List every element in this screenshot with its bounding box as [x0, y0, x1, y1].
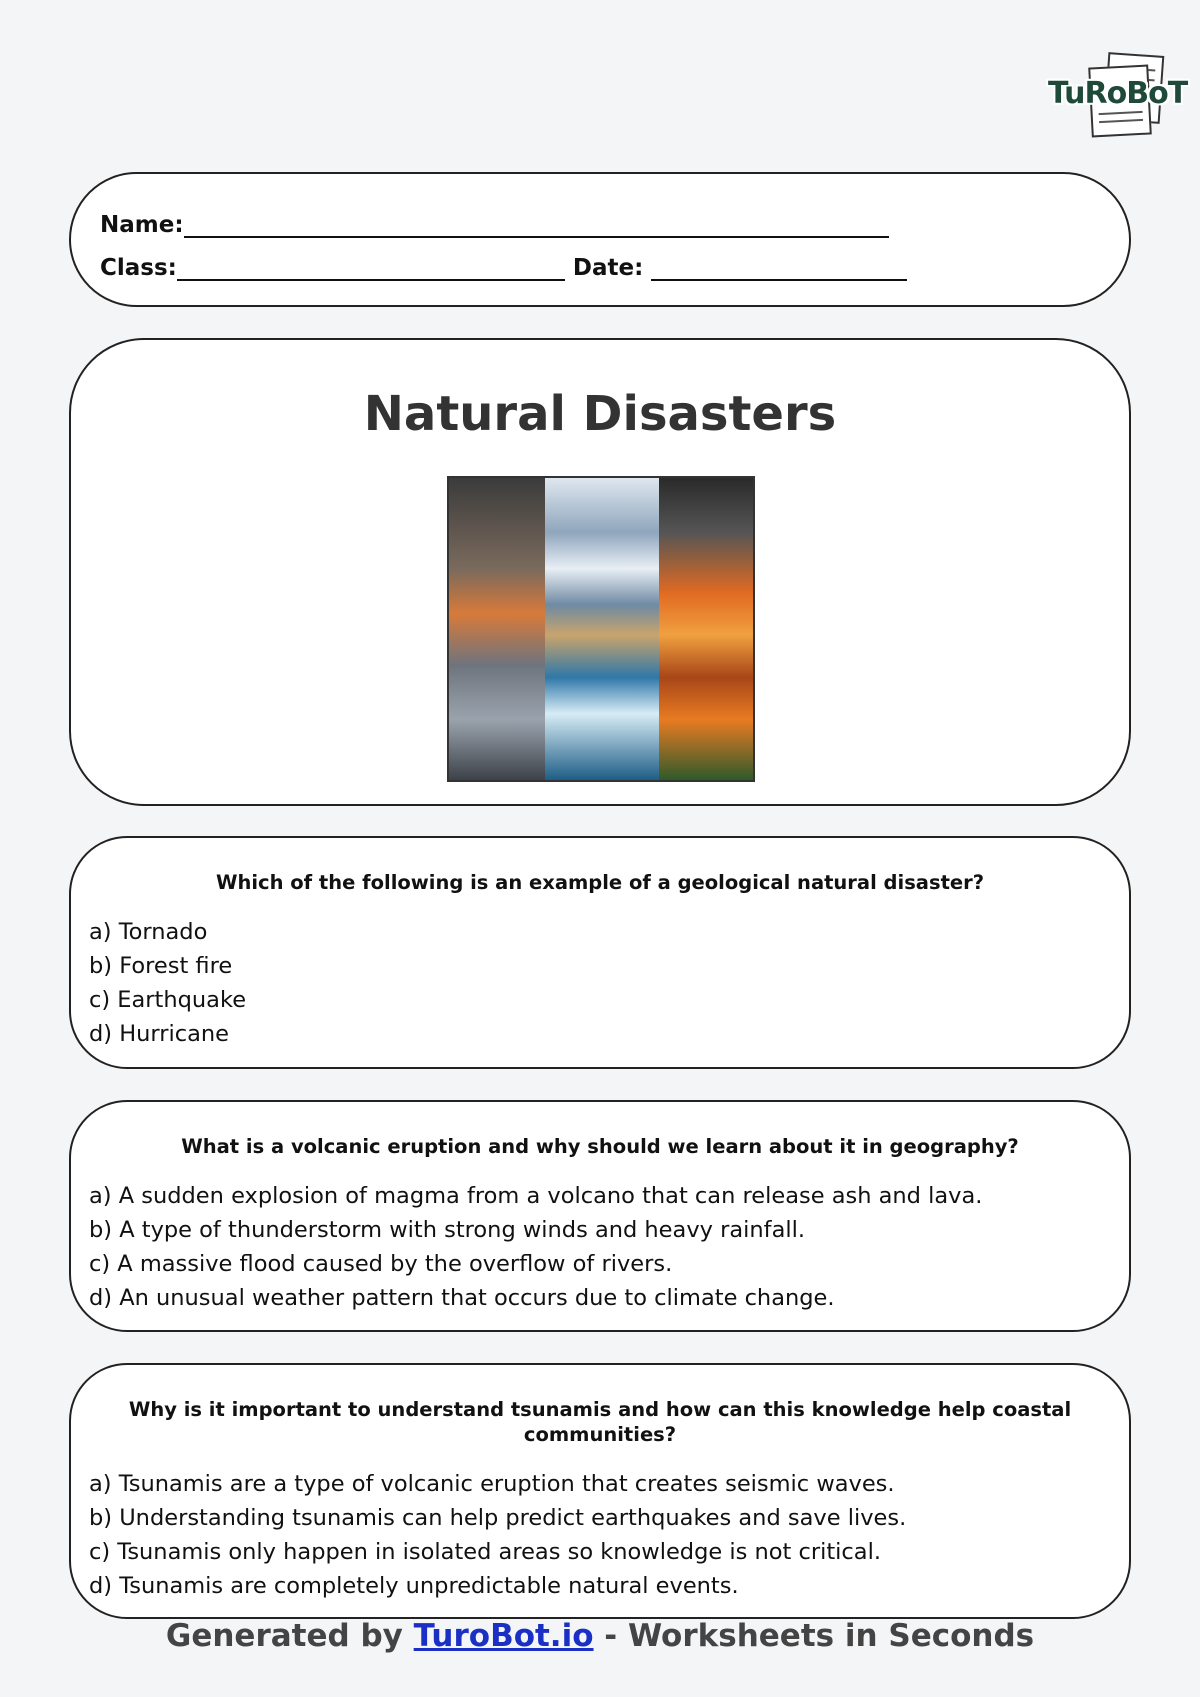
- option-d[interactable]: d) Tsunamis are completely unpredictable natural events.: [89, 1573, 739, 1599]
- class-date-row: [100, 255, 907, 281]
- question-card-1: [69, 836, 1131, 1069]
- date-label: Date:: [572, 255, 644, 281]
- class-label: Class:: [100, 255, 177, 281]
- worksheet-title: Natural Disasters: [363, 386, 837, 442]
- option-d[interactable]: d) Hurricane: [89, 1021, 230, 1047]
- option-c[interactable]: c) Tsunamis only happen in isolated areas so knowledge is not critical.: [89, 1539, 881, 1565]
- turobot-link[interactable]: TuroBot.io: [413, 1618, 594, 1654]
- question-card-3: [69, 1363, 1131, 1619]
- footer-prefix: Generated by: [165, 1618, 414, 1654]
- turobot-logo: [1046, 52, 1188, 136]
- option-a[interactable]: a) Tsunamis are a type of volcanic eruption that creates seismic waves.: [89, 1471, 895, 1497]
- option-a[interactable]: a) A sudden explosion of magma from a volcano that can release ash and lava.: [89, 1183, 983, 1209]
- title-card: [69, 338, 1131, 806]
- name-label: Name:: [100, 212, 184, 238]
- question-text: What is a volcanic eruption and why should we learn about it in geography?: [181, 1135, 1019, 1158]
- question-text: Which of the following is an example of a geological natural disaster?: [215, 871, 985, 894]
- option-c[interactable]: c) A massive flood caused by the overflow of rivers.: [89, 1251, 673, 1277]
- earthquake-panel: [449, 478, 545, 780]
- class-line[interactable]: [177, 255, 565, 281]
- option-b[interactable]: b) Forest fire: [89, 953, 233, 979]
- option-c[interactable]: c) Earthquake: [89, 987, 247, 1013]
- hurricane-panel: [545, 478, 659, 780]
- question-card-2: [69, 1100, 1131, 1332]
- option-b[interactable]: b) Understanding tsunamis can help predict earthquakes and save lives.: [89, 1505, 907, 1531]
- date-line[interactable]: [651, 255, 907, 281]
- name-line[interactable]: [184, 212, 889, 238]
- footer: [0, 1618, 1200, 1654]
- question-text: Why is it important to understand tsunamis and how can this knowledge help coastal communities?: [128, 1398, 1072, 1446]
- logo-text: TuRoBoT: [1048, 76, 1188, 111]
- student-info-card: [69, 172, 1131, 307]
- option-b[interactable]: b) A type of thunderstorm with strong winds and heavy rainfall.: [89, 1217, 806, 1243]
- natural-disasters-image: [447, 476, 755, 782]
- answer-options: [89, 1467, 1119, 1603]
- option-d[interactable]: d) An unusual weather pattern that occurs due to climate change.: [89, 1285, 835, 1311]
- footer-suffix: - Worksheets in Seconds: [593, 1618, 1035, 1654]
- answer-options: [89, 1179, 1119, 1315]
- option-a[interactable]: a) Tornado: [89, 919, 208, 945]
- wildfire-panel: [659, 478, 753, 780]
- name-row: [100, 212, 889, 238]
- answer-options: [89, 915, 1119, 1051]
